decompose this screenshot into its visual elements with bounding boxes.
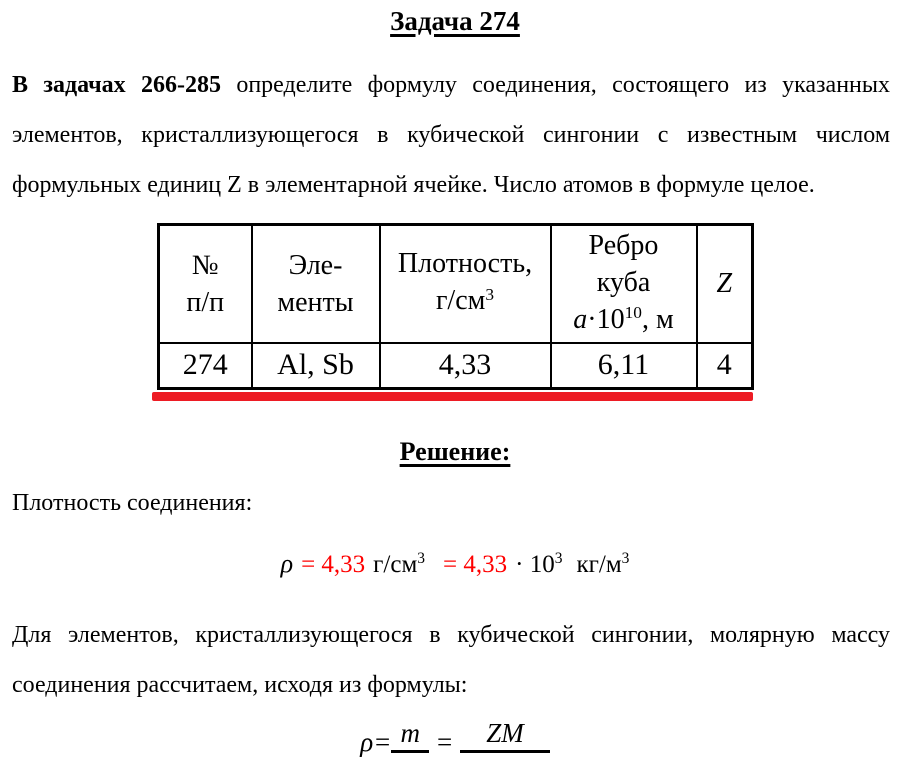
header-edge-sup: 10 <box>624 303 642 323</box>
header-num-line2: п/п <box>186 286 225 318</box>
header-edge-line1: Ребро <box>588 229 659 261</box>
density-label: Плотность соединения: <box>12 490 253 516</box>
power-of-ten-sup: 3 <box>554 550 563 568</box>
page-title: Задача 274 <box>390 6 520 36</box>
power-of-ten: · 10 <box>515 551 555 578</box>
density-value-kgm: = 4,33 <box>443 551 508 578</box>
density-value-gcm: = 4,33 <box>301 551 366 578</box>
unit-kg-m-sup: 3 <box>621 550 630 568</box>
solution-heading: Решение: <box>399 437 511 466</box>
mass-formula <box>0 718 910 756</box>
intro-paragraph <box>12 60 890 210</box>
cell-z: 4 <box>697 343 753 389</box>
fraction-zm <box>460 718 550 753</box>
cell-edge: 6,11 <box>551 343 697 389</box>
header-edge-variable: a <box>573 303 588 335</box>
header-edge <box>551 225 697 343</box>
header-edge-mult: ·10 <box>587 303 625 335</box>
header-density-line1: Плотность, <box>397 248 533 280</box>
header-num-line1: № <box>191 249 219 281</box>
fraction-mass-numerator: m <box>391 718 429 753</box>
fraction-zm-numerator: ZM <box>460 718 550 753</box>
header-density <box>380 225 551 343</box>
table-header-row <box>159 225 753 343</box>
mass-formula-equals: = <box>436 727 453 757</box>
header-num <box>159 225 252 343</box>
cell-problem-number: 274 <box>159 343 252 389</box>
header-edge-tail: , м <box>641 303 674 335</box>
red-underline-bar <box>152 392 753 401</box>
intro-bold-range: В задачах 266-285 <box>12 72 221 98</box>
unit-g-cm: г/см <box>373 551 418 578</box>
header-elements-line2: менты <box>277 286 354 318</box>
rho-symbol: ρ <box>280 549 294 578</box>
cell-elements: Al, Sb <box>252 343 380 389</box>
header-density-unit: г/см <box>435 285 486 317</box>
header-elements-line1: Эле- <box>288 249 343 281</box>
mass-formula-lhs: ρ= <box>360 727 392 757</box>
method-paragraph: Для элементов, кристаллизующегося в кубической сингонии, молярную массу соединения рассчитаем, исходя из формулы: <box>12 622 890 698</box>
unit-g-cm-sup: 3 <box>417 550 426 568</box>
table-data-row <box>159 343 753 389</box>
density-formula <box>0 549 910 579</box>
cell-density: 4,33 <box>380 343 551 389</box>
unit-kg-m: кг/м <box>576 551 622 578</box>
fraction-mass <box>391 718 429 753</box>
intro-text: определите формулу соединения, состоящего из указанных элементов, кристаллизующегося в кубической сингонии с известным числом формульных единиц Z в элементарной ячейке. Число атомов в формуле целое. <box>12 72 890 198</box>
header-density-sup: 3 <box>485 284 495 304</box>
header-z-label: Z <box>716 268 733 300</box>
problem-data-table <box>157 223 754 390</box>
header-elements <box>252 225 380 343</box>
header-z <box>697 225 753 343</box>
header-edge-line2: куба <box>596 266 651 298</box>
